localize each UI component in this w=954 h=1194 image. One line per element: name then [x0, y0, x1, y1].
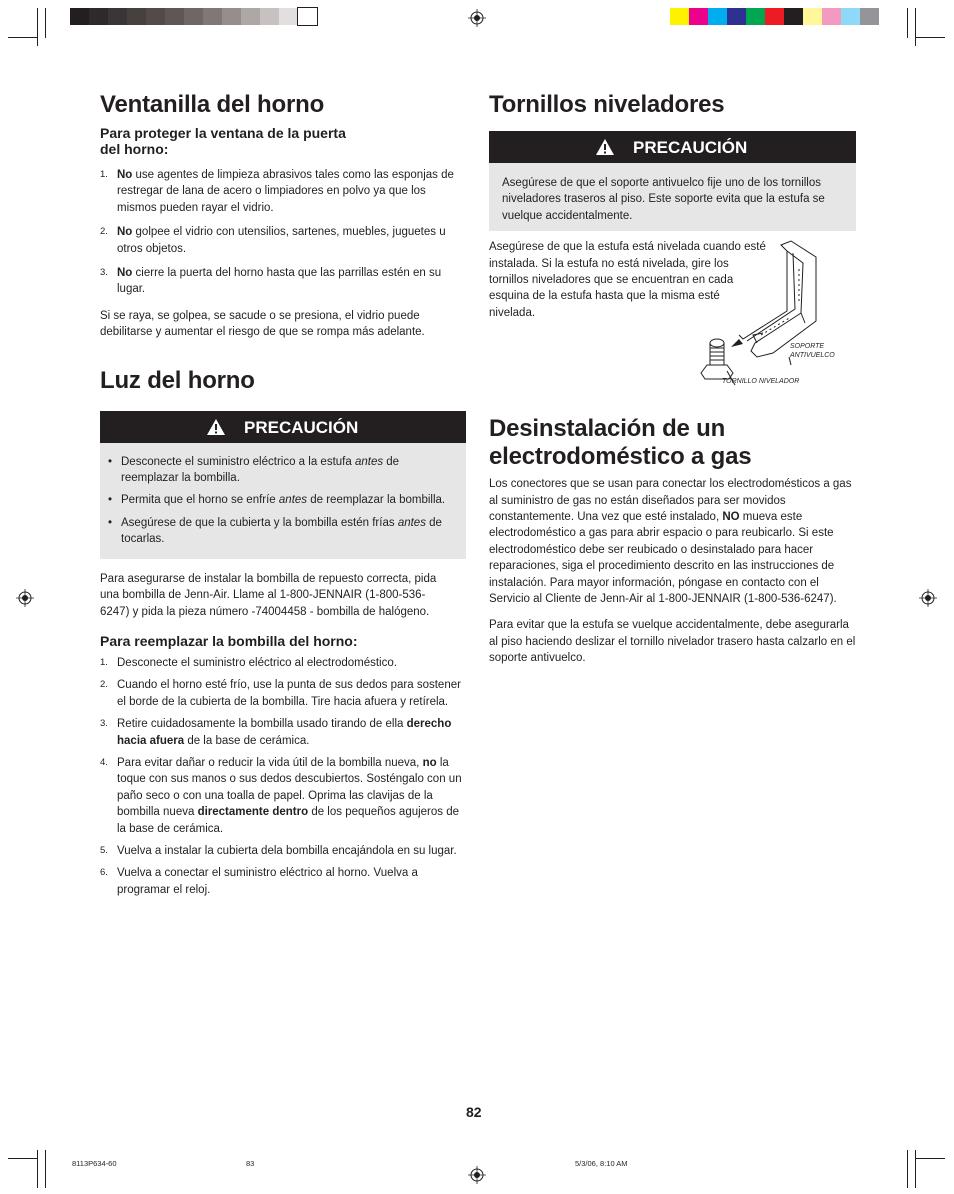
- caution-text: de tocarlas.: [121, 516, 442, 546]
- right-column: [489, 91, 856, 667]
- color-swatch: [860, 8, 879, 25]
- color-swatch: [689, 8, 708, 25]
- list-number: 3.: [100, 267, 108, 279]
- bulb-part-info: Para asegurarse de instalar la bombilla de repuesto correcta, pida una bombilla de Jenn-Air. Llame al 1-800-JENNAIR (1-800-536-6247) y pida la pieza número -74004458 - bombilla de halógeno.: [100, 572, 437, 618]
- caution-text: de reemplazar la bombilla.: [121, 455, 400, 485]
- color-swatch: [822, 8, 841, 25]
- leveling-text: Asegúrese de que la estufa está nivelada cuando esté instalada. Si la estufa no está nivelada, gire los tornillos niveladores que se encuentran en cada esquina de la estufa hasta que la misma esté nivelada.: [489, 241, 766, 319]
- step-text: Para evitar dañar o reducir la vida útil de la bombilla nueva,: [117, 756, 423, 769]
- color-swatch: [841, 8, 860, 25]
- color-swatch: [727, 8, 746, 25]
- slug-page: 83: [246, 1159, 255, 1168]
- caution-header: [100, 411, 466, 443]
- caution-box-luz: [100, 411, 466, 559]
- list-number: 1.: [100, 656, 108, 668]
- section-title-tornillos: Tornillos niveladores: [489, 91, 725, 118]
- list-number: 1.: [100, 169, 108, 180]
- gray-swatch: [203, 8, 222, 25]
- gray-swatch: [165, 8, 184, 25]
- gray-swatch: [298, 8, 317, 25]
- slug-code: 8113P634-60: [72, 1159, 117, 1168]
- caution-text: Desconecte el suministro eléctrico a la estufa: [121, 455, 355, 468]
- list-number: 3.: [100, 718, 108, 730]
- gray-swatch: [241, 8, 260, 25]
- left-column: [100, 91, 466, 904]
- list-number: 5.: [100, 844, 108, 856]
- caution-text: Asegúrese de que el soporte antivuelco fije uno de los tornillos niveladores traseros al piso. Este soporte evita que la estufa se vuelque accidentalmente.: [502, 177, 825, 222]
- caution-header: [489, 131, 856, 163]
- gray-swatch: [184, 8, 203, 25]
- emphasis: No: [117, 267, 133, 280]
- list-text: cierre la puerta del horno hasta que las parrillas estén en su lugar.: [117, 267, 442, 296]
- caution-emphasis: antes: [278, 494, 308, 507]
- caution-emphasis: antes: [354, 455, 384, 468]
- list-number: 2.: [100, 226, 108, 238]
- gray-swatch: [108, 8, 127, 25]
- step-item: [100, 843, 466, 859]
- caution-text: Asegúrese de que la cubierta y la bombilla estén frías: [121, 516, 398, 529]
- color-swatch: [746, 8, 765, 25]
- list-number: 6.: [100, 867, 108, 879]
- emphasis: No: [117, 226, 133, 239]
- emphasis: derecho hacia afuera: [117, 718, 452, 747]
- gray-swatch: [70, 8, 89, 25]
- color-swatch: [784, 8, 803, 25]
- list-text: golpee el vidrio con utensilios, sartenes, muebles, juguetes u otros objetos.: [117, 226, 446, 255]
- slug-date: 5/3/06, 8:10 AM: [575, 1159, 628, 1168]
- gray-swatch: [89, 8, 108, 25]
- registration-mark-icon: [16, 589, 34, 607]
- list-item: [100, 265, 466, 298]
- step-text: Vuelva a conectar el suministro eléctrico al horno. Vuelva a programar el reloj.: [117, 867, 418, 896]
- caution-text: de reemplazar la bombilla.: [307, 494, 446, 507]
- list-number: 2.: [100, 679, 108, 691]
- step-text: Retire cuidadosamente la bombilla usado tirando de ella: [117, 718, 407, 731]
- section-title-luz: Luz del horno: [100, 366, 255, 394]
- caution-box-tornillos: [489, 131, 856, 231]
- section-title-ventanilla: Ventanilla del horno: [100, 91, 325, 118]
- gray-swatch: [260, 8, 279, 25]
- color-swatch: [803, 8, 822, 25]
- caution-item: [100, 492, 456, 508]
- list-item: [100, 167, 466, 216]
- list-item: [100, 224, 466, 257]
- caution-label: PRECAUCIÓN: [244, 417, 359, 437]
- gas-connector-text: Los conectores que se usan para conectar los electrodomésticos a gas al suministro de gas no están diseñados para ser movidos constantemente. Una vez que esté instalado, NO mueva este electrodoméstico a gas para abrir espacio o para reubicarlo. Si este electrodoméstico debe ser reubicado o desinstalado para hacer reparaciones, siga el procedimiento descrito en las instrucciones de instalación. Para mayor información, póngase en contacto con el Servicio al Cliente de Jenn-Air al 1-800-JENNAIR (1-800-536-6247).: [489, 478, 852, 606]
- gray-swatch: [222, 8, 241, 25]
- caution-label: PRECAUCIÓN: [633, 138, 748, 157]
- caution-emphasis: antes: [397, 516, 426, 529]
- caution-item: [100, 454, 456, 487]
- figure-label-screw: TORNILLO NIVELADOR: [722, 378, 800, 386]
- color-swatch: [670, 8, 689, 25]
- step-item: [100, 655, 466, 671]
- registration-mark-icon: [919, 589, 937, 607]
- step-item: [100, 755, 466, 837]
- section-title-desinstalacion: Desinstalación de un electrodoméstico a gas: [489, 415, 752, 471]
- anti-tip-text: Para evitar que la estufa se vuelque accidentalmente, debe asegurarla al piso haciendo deslizar el tornillo nivelador trasero hasta calzarlo en el soporte antivuelco.: [489, 619, 856, 665]
- window-care-list: [100, 167, 466, 298]
- color-swatch: [708, 8, 727, 25]
- warning-triangle-icon: [595, 138, 615, 156]
- step-item: [100, 716, 466, 749]
- figure-label-bracket: SOPORTE ANTIVUELCO: [790, 343, 835, 360]
- registration-mark-icon: [468, 9, 486, 27]
- window-note: Si se raya, se golpea, se sacude o se presiona, el vidrio puede debilitarse y aumentar el riesgo de que se rompa más adelante.: [100, 309, 425, 339]
- step-text: de la base de cerámica.: [184, 734, 310, 747]
- subheading-reemplazar: Para reemplazar la bombilla del horno:: [100, 632, 358, 649]
- caution-item: [100, 515, 456, 548]
- list-number: 4.: [100, 756, 108, 768]
- step-text: Vuelva a instalar la cubierta dela bombilla encajándola en su lugar.: [117, 844, 457, 857]
- bulb-replace-steps: [100, 655, 466, 898]
- emphasis: No: [117, 169, 133, 181]
- color-swatch: [765, 8, 784, 25]
- warning-triangle-icon: [206, 418, 226, 436]
- subheading-proteger: Para proteger la ventana de la puerta del horno:: [100, 125, 346, 157]
- emphasis: directamente dentro: [197, 806, 309, 819]
- gray-swatch: [279, 8, 298, 25]
- list-text: use agentes de limpieza abrasivos tales como las esponjas de restregar de lana de acero o limpiadores en polvo ya que los mismos pueden rayar el vidrio.: [117, 169, 454, 214]
- step-text: Desconecte el suministro eléctrico al electrodoméstico.: [117, 656, 397, 669]
- step-text: la toque con sus manos o sus dedos descubiertos. Sosténgalo con un paño seco o con una toalla de papel. Oprima las clavijas de la bombilla nueva: [117, 756, 462, 819]
- page-number: 82: [466, 1104, 482, 1120]
- emphasis: no: [422, 756, 437, 769]
- caution-list: [100, 454, 456, 548]
- registration-mark-icon: [468, 1166, 486, 1184]
- step-item: [100, 865, 466, 898]
- gray-swatch: [146, 8, 165, 25]
- step-text: de los pequeños agujeros de la base de cerámica.: [117, 806, 460, 835]
- anti-tip-bracket-figure: [691, 239, 841, 399]
- caution-text: Permita que el horno se enfríe: [121, 494, 279, 507]
- step-text: Cuando el horno esté frío, use la punta de sus dedos para sostener el borde de la cubierta de la bombilla. Tire hacia afuera y retírela.: [117, 679, 461, 708]
- step-item: [100, 677, 466, 710]
- leveling-block: [489, 239, 856, 401]
- gray-swatch: [127, 8, 146, 25]
